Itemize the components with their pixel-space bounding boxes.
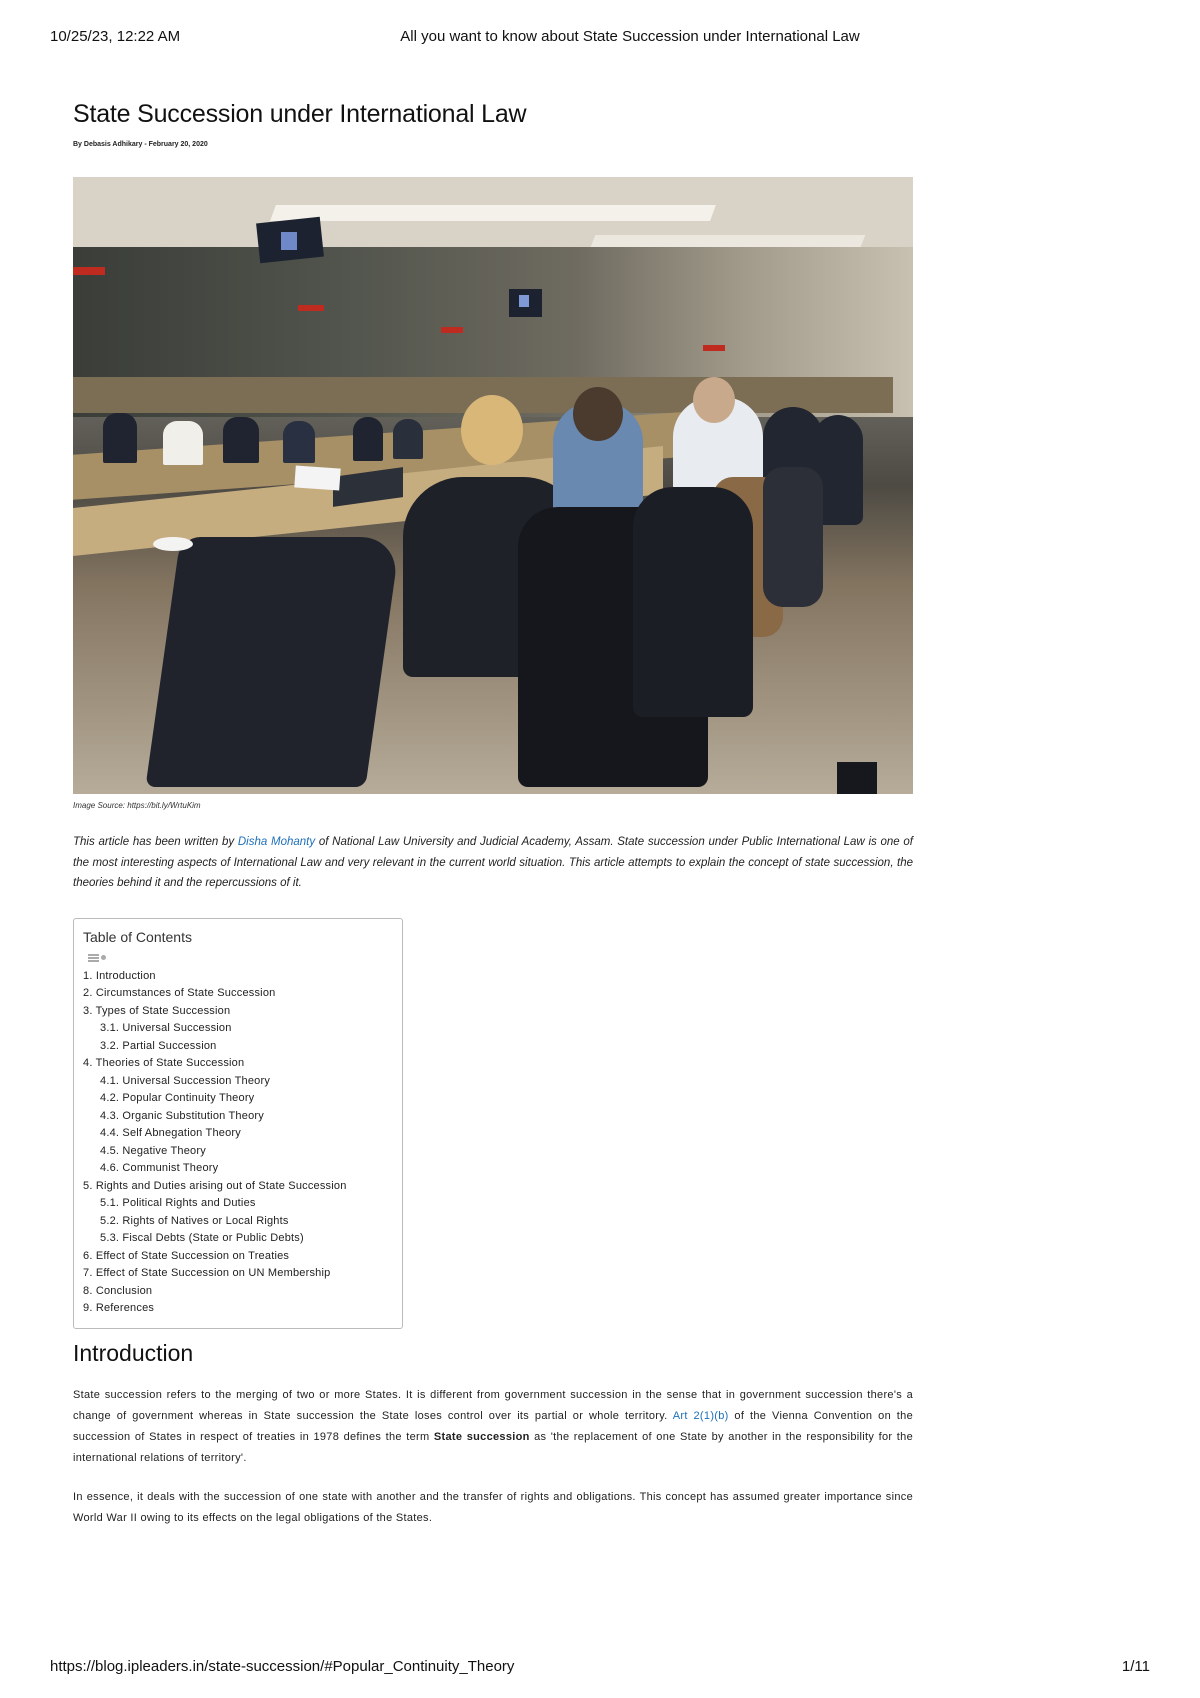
introduction-paragraph-2: In essence, it deals with the succession of one state with another and the transfer of rights and obligations. This concept has assumed greater importance since World War II owing to its effects on the legal obligations of the States. [73, 1490, 913, 1524]
print-doc-title: All you want to know about State Succession under International Law [400, 28, 860, 45]
toc-item[interactable]: 5.1. Political Rights and Duties [100, 1197, 256, 1209]
toc-toggle-icon[interactable] [88, 954, 394, 962]
author-link[interactable]: Disha Mohanty [237, 836, 316, 848]
state-succession-term: State succession [433, 1430, 530, 1443]
toc-item[interactable]: 1. Introduction [83, 969, 156, 982]
toc-item[interactable]: 5.2. Rights of Natives or Local Rights [100, 1214, 289, 1227]
print-header [50, 28, 1150, 48]
toc-item[interactable]: 6. Effect of State Succession on Treaties [83, 1249, 290, 1262]
toc-item[interactable]: 4.1. Universal Succession Theory [100, 1074, 271, 1087]
toc-item[interactable]: 3. Types of State Succession [83, 1004, 231, 1017]
article-byline: By Debasis Adhikary - February 20, 2020 [73, 141, 208, 148]
print-datetime: 10/25/23, 12:22 AM [50, 28, 181, 45]
toc-item[interactable]: 5. Rights and Duties arising out of State Succession [83, 1179, 347, 1192]
toc-item[interactable]: 5.3. Fiscal Debts (State or Public Debts) [100, 1232, 304, 1244]
toc-list [83, 968, 394, 1318]
article-2-1-b-link[interactable]: Art 2(1)(b) [672, 1409, 729, 1422]
article [73, 100, 913, 1529]
toc-item[interactable]: 4. Theories of State Succession [83, 1057, 245, 1069]
section-heading-introduction: Introduction [73, 1339, 194, 1366]
toc-item[interactable]: 3.1. Universal Succession [100, 1022, 232, 1034]
image-caption: Image Source: https://bit.ly/WrtuKim [73, 801, 201, 810]
print-url: https://blog.ipleaders.in/state-succession/#Popular_Continuity_Theory [50, 1658, 515, 1675]
print-footer [50, 1658, 1150, 1678]
toc-item[interactable]: 9. References [83, 1302, 155, 1314]
toc-item[interactable]: 4.3. Organic Substitution Theory [100, 1109, 264, 1122]
article-photo [73, 177, 913, 794]
print-page-number: 1/11 [1121, 1658, 1150, 1675]
toc-item[interactable]: 2. Circumstances of State Succession [83, 987, 276, 999]
toc-item[interactable]: 7. Effect of State Succession on UN Membership [83, 1267, 331, 1279]
introduction-paragraph-1: State succession refers to the merging of two or more States. It is different from government succession in the sense that in government succession there's a change of government whereas in State succession the State loses control over its partial or whole territory. Art 2(1)(b) of the Vienna Convention on the succession of States in respect of treaties in 1978 defines the term State succession as 'the replacement of one State by another in the responsibility for the international relations of territory'. [73, 1388, 913, 1464]
toc-item[interactable]: 4.5. Negative Theory [100, 1144, 206, 1157]
toc-title: Table of Contents [83, 928, 192, 945]
toc-item[interactable]: 3.2. Partial Succession [100, 1039, 217, 1052]
toc-item[interactable]: 8. Conclusion [83, 1284, 153, 1297]
toc-item[interactable]: 4.2. Popular Continuity Theory [100, 1092, 255, 1104]
article-title: State Succession under International Law [73, 100, 527, 128]
table-of-contents [73, 918, 403, 1329]
article-intro-note: This article has been written by Disha Mohanty of National Law University and Judicial Academy, Assam. State succession under Public International Law is one of the most interesting aspects of International Law and very relevant in the current world situation. This article attempts to explain the concept of state succession, the theories behind it and the repercussions of it. [73, 836, 913, 889]
toc-item[interactable]: 4.6. Communist Theory [100, 1162, 219, 1174]
toc-item[interactable]: 4.4. Self Abnegation Theory [100, 1127, 241, 1139]
